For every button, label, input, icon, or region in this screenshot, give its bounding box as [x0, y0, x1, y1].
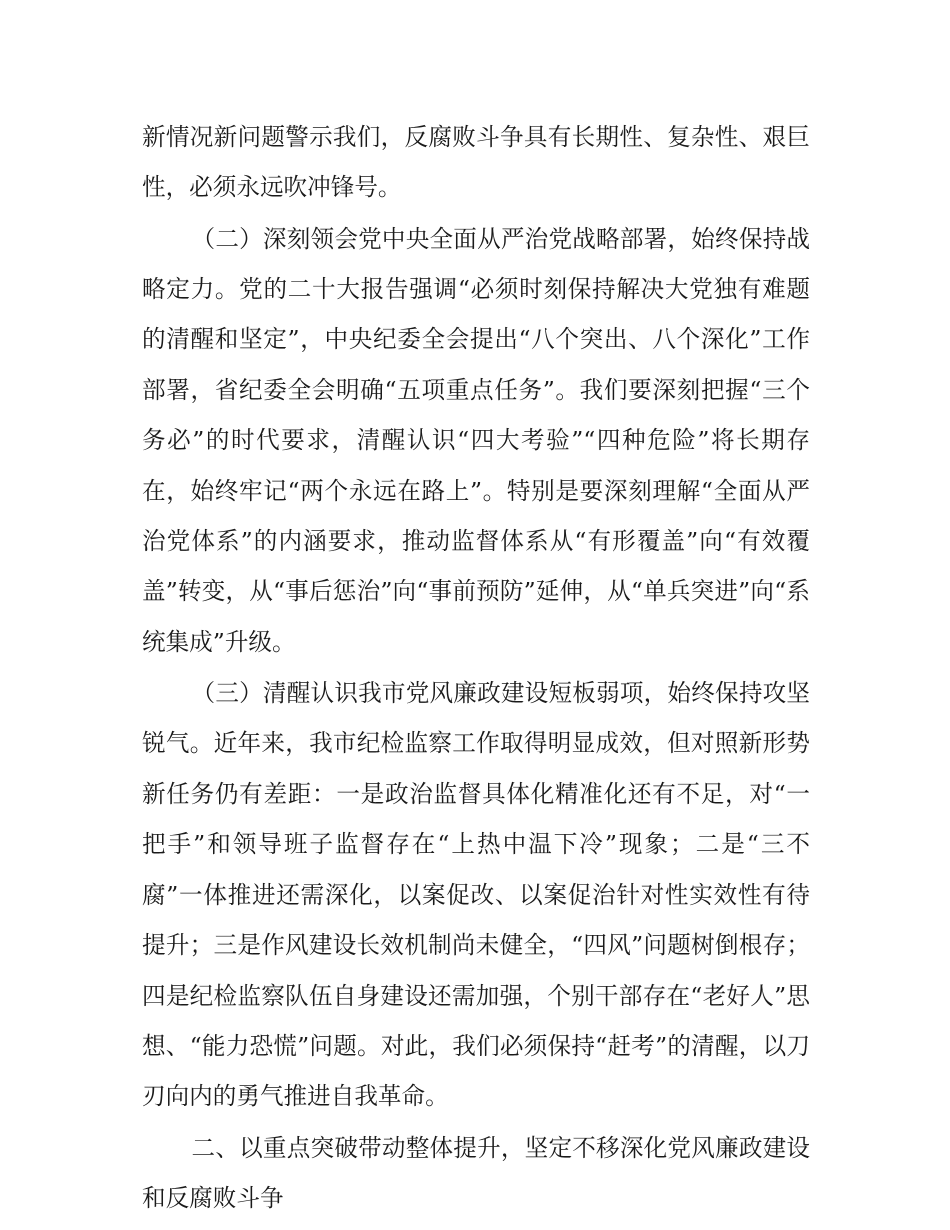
paragraph-section-2: （二）深刻领会党中央全面从严治党战略部署，始终保持战略定力。党的二十大报告强调“必须时刻保持解决大党独有难题的清醒和坚定”，中央纪委全会提出“八个突出、八个深化”工作部署，省纪委全会明确“五项重点任务”。我们要深刻把握“三个务必”的时代要求，清醒认识“四大考验”“四种危险”将长期存在，始终牢记“两个永远在路上”。特别是要深刻理解“全面从严治党体系”的内涵要求，推动监督体系从“有形覆盖”向“有效覆盖”转变，从“事后惩治”向“事前预防”延伸，从“单兵突进”向“系统集成”升级。 — [142, 224, 810, 656]
paragraph-section-3: （三）清醒认识我市党风廉政建设短板弱项，始终保持攻坚锐气。近年来，我市纪检监察工作取得明显成效，但对照新形势新任务仍有差距：一是政治监督具体化精准化还有不足，对“一把手”和领导班子监督存在“上热中温下冷”现象；二是“三不腐”一体推进还需深化，以案促改、以案促治针对性实效性有待提升；三是作风建设长效机制尚未健全，“四风”问题树倒根存；四是纪检监察队伍自身建设还需加强，个别干部存在“老好人”思想、“能力恐慌”问题。对此，我们必须保持“赶考”的清醒，以刀刃向内的勇气推进自我革命。 — [142, 679, 810, 1111]
document-page — [142, 112, 810, 1223]
paragraph-continuation: 新情况新问题警示我们，反腐败斗争具有长期性、复杂性、艰巨性，必须永远吹冲锋号。 — [142, 123, 810, 202]
heading-part-2: 二、以重点突破带动整体提升，坚定不移深化党风廉政建设和反腐败斗争 — [142, 1133, 810, 1212]
